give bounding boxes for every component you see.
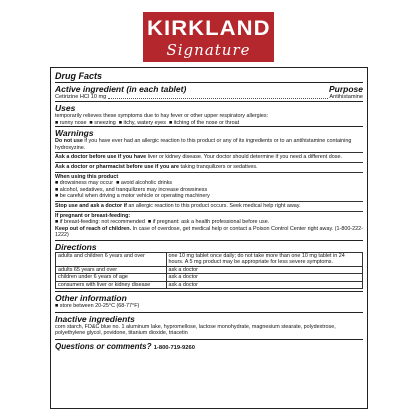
ask-doctor-text: liver or kidney disease. Your doctor should determine if you need a different dose. <box>147 154 342 161</box>
do-not-use-text: if you have ever had an allergic reaction to this product or any of its ingredients or to an antihistamine containing hydroxyzine. <box>55 138 352 151</box>
inactive-heading: Inactive ingredients <box>55 313 135 324</box>
logo-badge <box>143 12 274 62</box>
brand-logo <box>143 12 274 62</box>
ask-pharmacist-text: taking tranquilizers or sedatives. <box>180 163 258 170</box>
uses-item: runny nose <box>59 119 87 126</box>
directions-who: adults 65 years and over <box>56 266 167 273</box>
ask-doctor-label: Ask a doctor before use if you have <box>55 154 147 161</box>
uses-item: sneezing <box>94 119 116 126</box>
other-info-section: Other information ■ store between 20-25°C (68-77°F) <box>55 291 363 310</box>
other-info-heading: Other information <box>55 292 127 303</box>
stop-use-text: an allergic reaction to this product occurs. Seek medical help right away. <box>128 202 301 209</box>
when-using-label: When using this product <box>55 173 119 180</box>
uses-item: itching of the nose or throat <box>173 119 240 126</box>
ask-doctor <box>55 152 363 161</box>
directions-who: consumers with liver or kidney disease <box>56 281 167 288</box>
table-row <box>56 266 363 273</box>
directions-what: ask a doctor <box>166 266 362 273</box>
warnings-heading: Warnings <box>55 128 94 139</box>
active-purpose: Antihistamine <box>329 94 363 100</box>
stop-use <box>55 201 363 210</box>
table-row <box>56 281 363 288</box>
do-not-use-label: Do not use <box>55 138 83 145</box>
when-using: When using this product ■ drowsiness may occur ■ avoid alcoholic drinks ■ alcohol, sedatives, and tranquilizers may increase drowsiness ■ be careful when driving a motor vehicle or operating machinery <box>55 172 363 200</box>
uses-section <box>55 101 363 126</box>
when-using-item: drowsiness may occur <box>59 180 114 187</box>
directions-who: children under 6 years of age <box>56 274 167 281</box>
table-row <box>56 274 363 281</box>
logo-brand-text: KIRKLAND <box>146 17 271 40</box>
questions-phone: 1-800-719-9260 <box>153 344 195 351</box>
directions-heading: Directions <box>55 241 97 252</box>
table-row <box>56 252 363 266</box>
inactive-section <box>55 312 363 337</box>
other-info-item: store between 20-25°C (68-77°F) <box>59 302 140 309</box>
drug-facts-panel <box>50 67 368 409</box>
directions-who: adults and children 6 years and over <box>56 252 167 266</box>
ask-pharmacist-label: Ask a doctor or pharmacist before use if you are <box>55 163 180 170</box>
active-row <box>55 94 363 101</box>
active-heading: Active ingredient (in each tablet) <box>55 84 187 94</box>
active-ingredient-section <box>55 82 363 101</box>
questions-section <box>55 339 363 351</box>
warnings-section <box>55 126 363 239</box>
leader-dots <box>108 94 328 99</box>
directions-table <box>55 252 363 289</box>
when-using-item: alcohol, sedatives, and tranquilizers may increase drowsiness <box>59 186 208 193</box>
keep-out-label: Keep out of reach of children. <box>55 225 132 232</box>
keep-out-text: In case of overdose, get medical help or contact a Poison Control Center right away. (1-800-222-1222) <box>55 225 363 239</box>
uses-list: ■ runny nose ■ sneezing ■ itchy, watery eyes ■ itching of the nose or throat <box>55 119 240 126</box>
pregnancy-item: if breast-feeding: not recommended <box>59 219 145 226</box>
inactive-text: corn starch, FD&C blue no. 1 aluminum lake, hypromellose, lactose monohydrate, magnesium stearate, polydextrose, polyethylene glycol, povidone, titanium dioxide, triacetin <box>55 323 336 337</box>
questions-label: Questions or comments? <box>55 341 152 351</box>
when-using-item: be careful when driving a motor vehicle or operating machinery <box>59 193 210 200</box>
uses-item: itchy, watery eyes <box>123 119 166 126</box>
directions-what: ask a doctor <box>166 274 362 281</box>
pregnancy-item: if pregnant: ask a health professional before use. <box>152 219 270 226</box>
uses-heading: Uses <box>55 103 76 113</box>
uses-text: temporarily relieves these symptoms due to hay fever or other upper respiratory allergies: <box>55 113 269 119</box>
directions-what: ask a doctor <box>166 281 362 288</box>
do-not-use <box>55 138 363 151</box>
when-using-item: avoid alcoholic drinks <box>120 180 173 187</box>
active-ingredient: Cetirizine HCl 10 mg <box>55 94 107 100</box>
directions-section <box>55 240 363 289</box>
pregnancy-label: If pregnant or breast-feeding: <box>55 212 131 219</box>
logo-tagline: Signature <box>166 41 251 59</box>
directions-what: one 10 mg tablet once daily; do not take more than one 10 mg tablet in 24 hours. A 5 mg product may be appropriate for less severe symptoms. <box>166 252 362 266</box>
purpose-heading: Purpose <box>328 84 363 94</box>
pregnancy-warning: If pregnant or breast-feeding: ■ if breast-feeding: not recommended ■ if pregnant: ask a health professional before use. Keep out of reach of children. In case of overdose, get medical help or contact a Poison Control Center right away. (1-800-222-1222) <box>55 212 363 239</box>
ask-pharmacist <box>55 162 363 171</box>
stop-use-label: Stop use and ask a doctor if <box>55 202 127 209</box>
panel-title: Drug Facts <box>55 71 103 81</box>
